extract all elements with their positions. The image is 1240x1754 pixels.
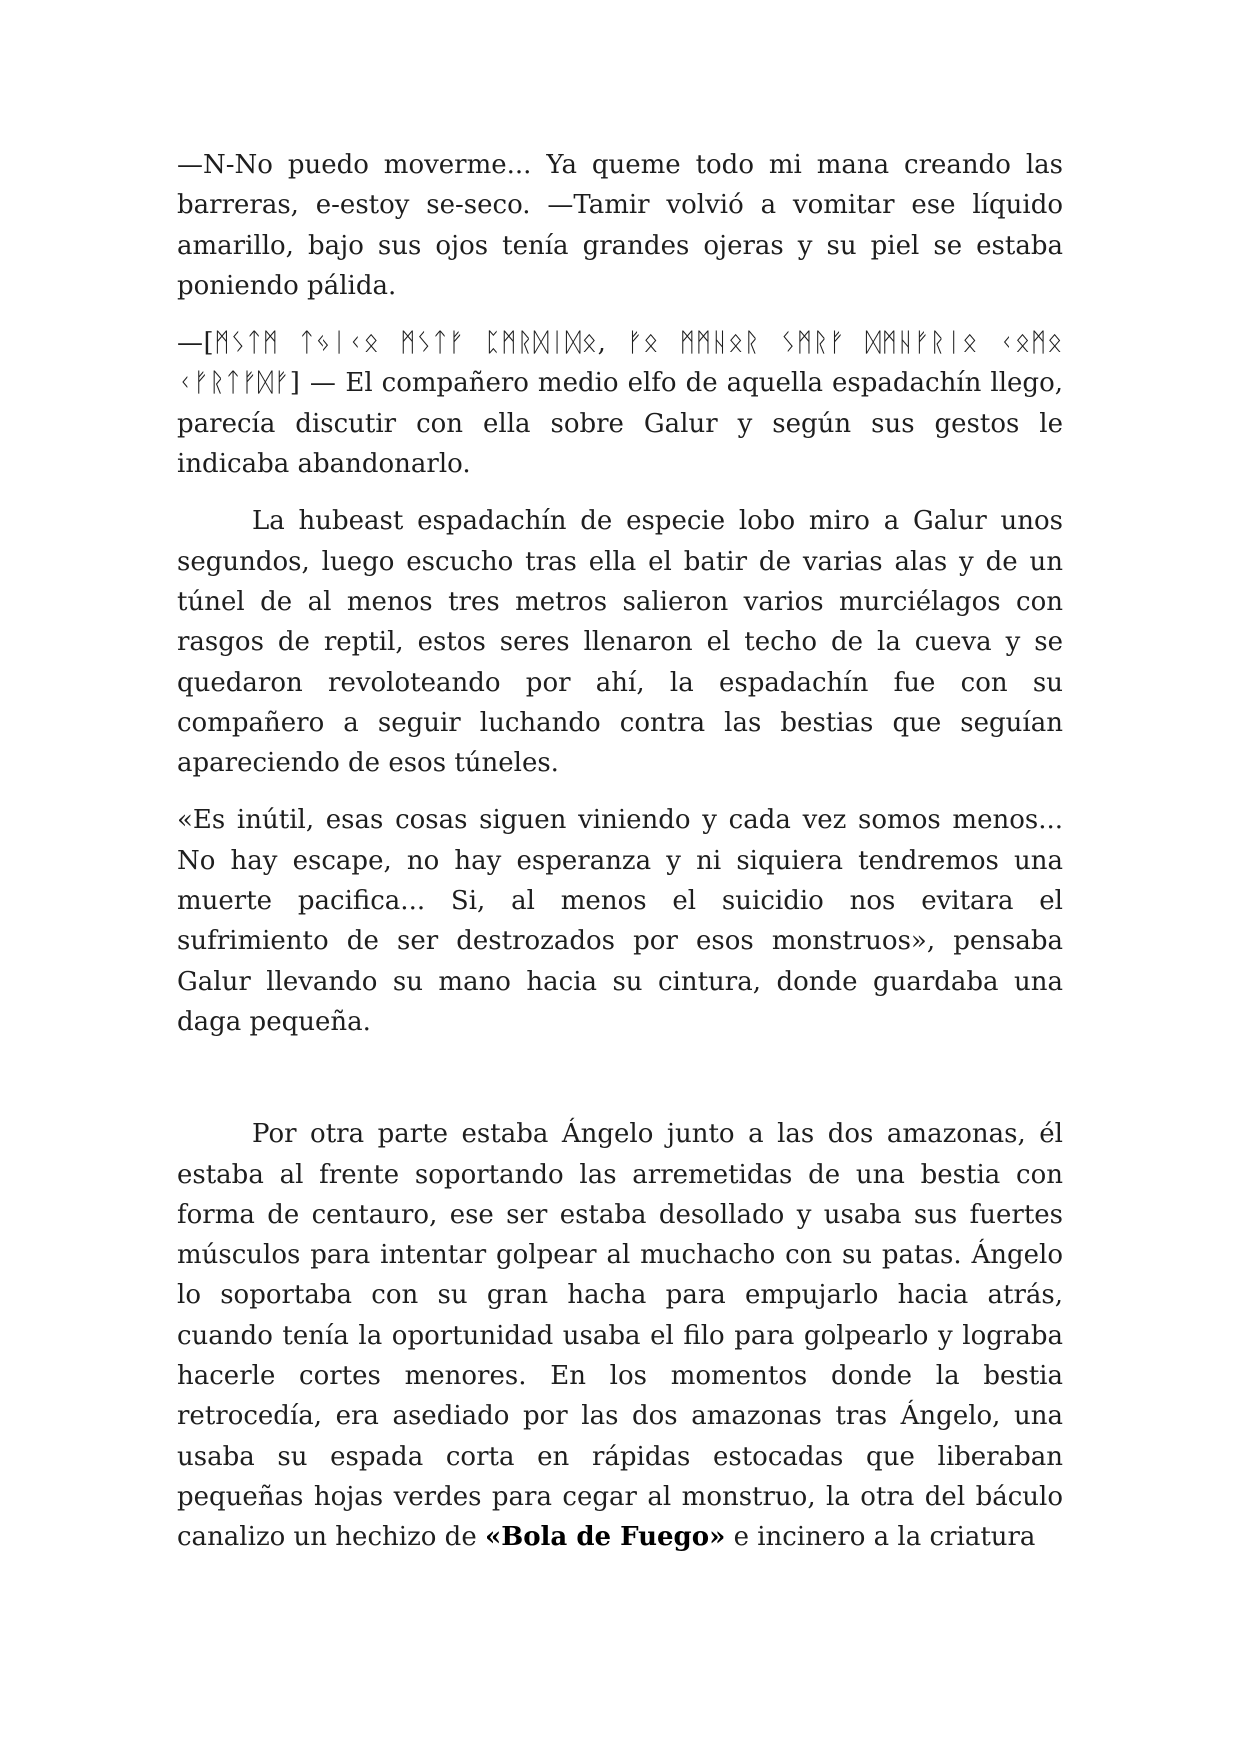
paragraph-narration bbox=[177, 501, 1063, 783]
paragraph-dialogue-tamir bbox=[177, 145, 1063, 306]
paragraph-text-end: e incinero a la criatura bbox=[725, 1522, 1036, 1553]
paragraph-text: Por otra parte estaba Ángelo junto a las dos amazonas, él estaba al frente soportando las arremetidas de una bestia con forma de centauro, ese ser estaba desollado y usaba sus fuertes músculos para intentar golpear al muchacho con su patas. Ángelo lo soportaba con su gran hacha para empujarlo hacia atrás, cuando tenía la oportunidad usaba el filo para golpearlo y lograba hacerle cortes menores. En los momentos donde la bestia retrocedía, era asediado por las dos amazonas tras Ángelo, una usaba su espada corta en rápidas estocadas que liberaban pequeñas hojas verdes para cegar al monstruo, la otra del báculo canalizo un hechizo de bbox=[177, 1119, 1063, 1553]
paragraph-text: El compañero medio elfo de aquella espadachín llego, parecía discutir con ella sobre Galur y según sus gestos le indicaba abandonarlo. bbox=[177, 368, 1063, 480]
paragraph-text: «Es inútil, esas cosas siguen viniendo y cada vez somos menos... No hay escape, no hay esperanza y ni siquiera tendremos una muerte pacifica... Si, al menos el suicidio nos evitara el sufrimiento de ser destrozados por esos monstruos», pensaba Galur llevando su mano hacia su cintura, donde guardaba una daga pequeña. bbox=[177, 805, 1063, 1037]
body-text bbox=[177, 145, 1063, 1575]
runic-text: —[ᛗᛊᛏᛗ ᛏᛃᛁᚲᛟ ᛗᛊᛏᚠ ᛈᛗᚱᛞᛁᛞᛟ, ᚠᛟ ᛗᛗᚺᛟᚱ ᛊᛗᚱᚠ ᛞᛗᚺᚠᚱᛁᛟ ᚲᛟᛗᛟ ᚲᚠᚱᛏᚠᛞᚠ] — bbox=[177, 328, 1063, 399]
paragraph-text: —N-No puedo moverme... Ya queme todo mi mana creando las barreras, e-estoy se-seco. —Tamir volvió a vomitar ese líquido amarillo, bajo sus ojos tenía grandes ojeras y su piel se estaba poniendo pálida. bbox=[177, 150, 1063, 301]
paragraph-angelo bbox=[177, 1114, 1063, 1557]
paragraph-text: La hubeast espadachín de especie lobo miro a Galur unos segundos, luego escucho tras ella el batir de varias alas y de un túnel de al menos tres metros salieron varios murciélagos con rasgos de reptil, estos seres llenaron el techo de la cueva y se quedaron revoloteando por ahí, la espadachín fue con su compañero a seguir luchando contra las bestias que seguían apareciendo de esos túneles. bbox=[177, 506, 1063, 779]
paragraph-runic-dialogue bbox=[177, 323, 1063, 484]
paragraph-thought bbox=[177, 800, 1063, 1042]
spell-name: «Bola de Fuego» bbox=[484, 1522, 726, 1553]
section-break bbox=[177, 1059, 1063, 1114]
